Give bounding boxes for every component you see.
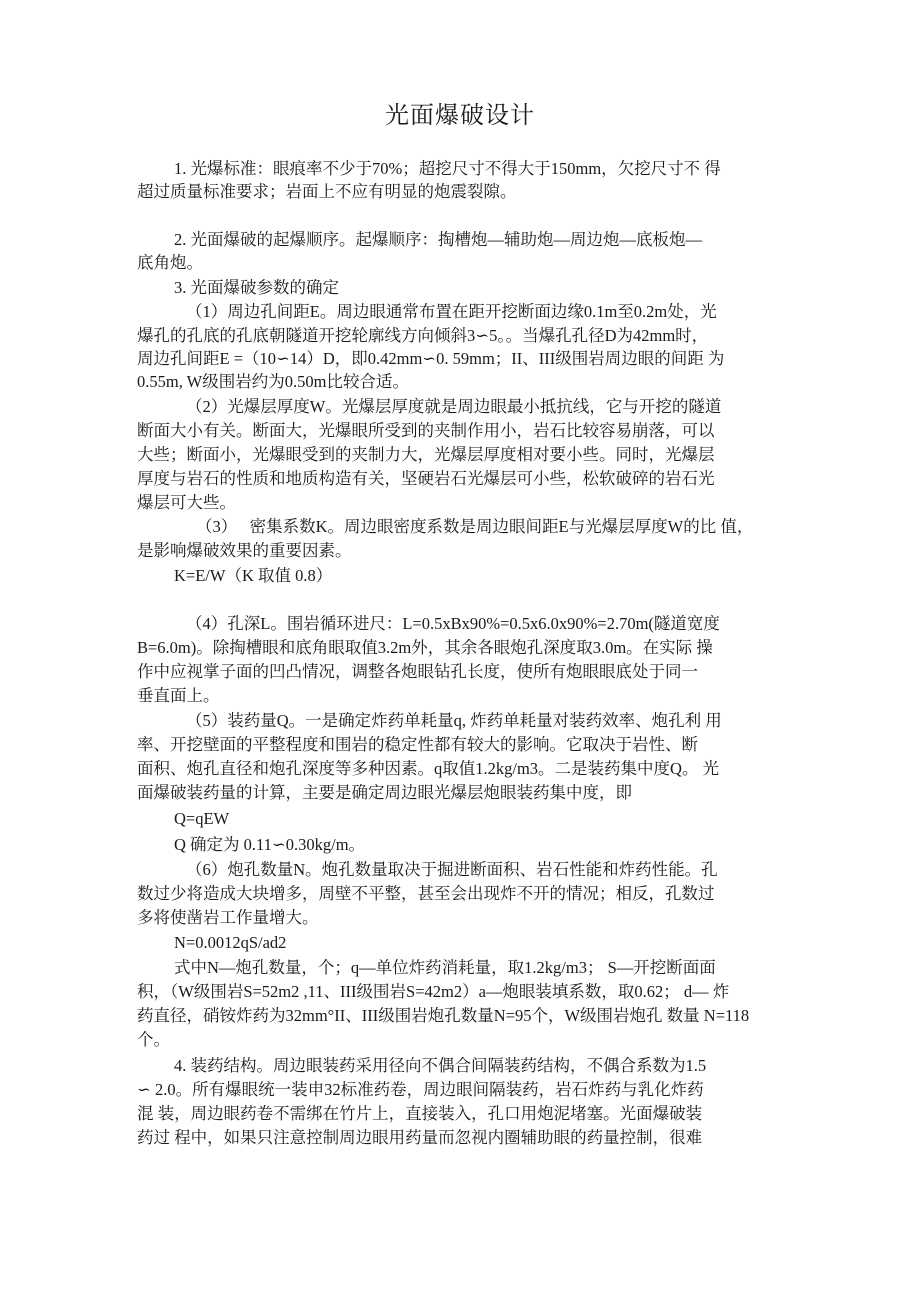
text-line: 药直径，硝铵炸药为32mm°II、III级围岩炮孔数量N=95个，W级围岩炮孔 数量 N=118: [137, 1006, 750, 1025]
text-line: 作中应视掌子面的凹凸情况，调整各炮眼钻孔长度，使所有炮眼眼底处于同一: [137, 662, 698, 681]
text-line: 4. 装药结构。周边眼装药采用径向不偶合间隔装药结构，不偶合系数为1.5: [174, 1056, 707, 1075]
text-line: （4）孔深L。围岩循环进尺：L=0.5xBx90%=0.5x6.0x90%=2.70m(隧道宽度: [186, 614, 720, 633]
text-line: B=6.0m)。除掏槽眼和底角眼取值3.2m外，其余各眼炮孔深度取3.0m。在实际 操: [137, 638, 713, 657]
text-line: 爆孔的孔底的孔底朝隧道开挖轮廓线方向倾斜3∽5。。当爆孔孔径D为42mm时，: [137, 326, 709, 345]
text-line: （6）炮孔数量N。炮孔数量取决于掘进断面积、岩石性能和炸药性能。孔: [186, 860, 718, 879]
text-line: 面爆破装药量的计算，主要是确定周边眼光爆层炮眼装药集中度，即: [137, 783, 632, 802]
text-line: 周边孔间距E =（10∽14）D，即0.42mm∽0. 59mm；II、III级围岩周边眼的间距 为: [137, 349, 725, 368]
text-line: 率、开挖壁面的平整程度和围岩的稳定性都有较大的影响。它取决于岩性、断: [137, 735, 698, 754]
text-line: 面积、炮孔直径和炮孔深度等多种因素。q取值1.2kg/m3。二是装药集中度Q。 光: [137, 759, 720, 778]
text-line: 断面大小有关。断面大，光爆眼所受到的夹制作用小，岩石比较容易崩落，可以: [137, 421, 715, 440]
text-line: 数过少将造成大块增多，周壁不平整，甚至会出现炸不开的情况；相反，孔数过: [137, 884, 715, 903]
text-line: 0.55m, W级围岩约为0.50m比较合适。: [137, 372, 409, 391]
text-line: 超过质量标准要求；岩面上不应有明显的炮震裂隙。: [137, 182, 517, 201]
text-line: 多将使凿岩工作量增大。: [137, 908, 319, 927]
text-line: 2. 光面爆破的起爆顺序。起爆顺序：掏槽炮—辅助炮—周边炮—底板炮—: [174, 230, 702, 249]
text-line: 垂直面上。: [137, 686, 220, 705]
text-line: Q=qEW: [174, 809, 230, 828]
text-line: Q 确定为 0.11∽0.30kg/m。: [174, 835, 366, 854]
text-line: 大些；断面小，光爆眼受到的夹制力大，光爆层厚度相对要小些。同时，光爆层: [137, 445, 715, 464]
text-line: ∽ 2.0。所有爆眼统一装申32标准药卷，周边眼间隔装药，岩石炸药与乳化炸药: [137, 1080, 704, 1099]
text-line: 是影响爆破效果的重要因素。: [137, 541, 352, 560]
text-line: （3） 密集系数K。周边眼密度系数是周边眼间距E与光爆层厚度W的比 值，: [196, 517, 754, 536]
text-line: 积，（W级围岩S=52m2 ,11、III级围岩S=42m2）a—炮眼装填系数，取0.62； d— 炸: [137, 982, 730, 1001]
text-line: N=0.0012qS/ad2: [174, 933, 287, 952]
text-line: 1. 光爆标准：眼痕率不少于70%；超挖尺寸不得大于150mm，欠挖尺寸不 得: [174, 159, 721, 178]
text-line: （5）装药量Q。一是确定炸药单耗量q, 炸药单耗量对装药效率、炮孔利 用: [186, 711, 722, 730]
text-line: 底角炮。: [137, 253, 203, 272]
text-line: K=E/W（K 取值 0.8）: [174, 566, 333, 585]
text-line: 3. 光面爆破参数的确定: [174, 278, 339, 297]
text-line: 药过 程中，如果只注意控制周边眼用药量而忽视内圈辅助眼的药量控制，很难: [137, 1128, 703, 1147]
document-title: 光面爆破设计: [385, 103, 535, 129]
text-line: （1）周边孔间距E。周边眼通常布置在距开挖断面边缘0.1m至0.2m处，光: [186, 302, 717, 321]
text-line: 厚度与岩石的性质和地质构造有关，坚硬岩石光爆层可小些，松软破碎的岩石光: [137, 469, 715, 488]
text-line: 个。: [137, 1030, 170, 1049]
text-line: 混 装，周边眼药卷不需绑在竹片上，直接装入，孔口用炮泥堵塞。光面爆破装: [137, 1104, 703, 1123]
text-line: （2）光爆层厚度W。光爆层厚度就是周边眼最小抵抗线，它与开挖的隧道: [186, 397, 722, 416]
text-line: 爆层可大些。: [137, 493, 236, 512]
text-line: 式中N—炮孔数量，个；q—单位炸药消耗量，取1.2kg/m3； S—开挖断面面: [174, 958, 716, 977]
